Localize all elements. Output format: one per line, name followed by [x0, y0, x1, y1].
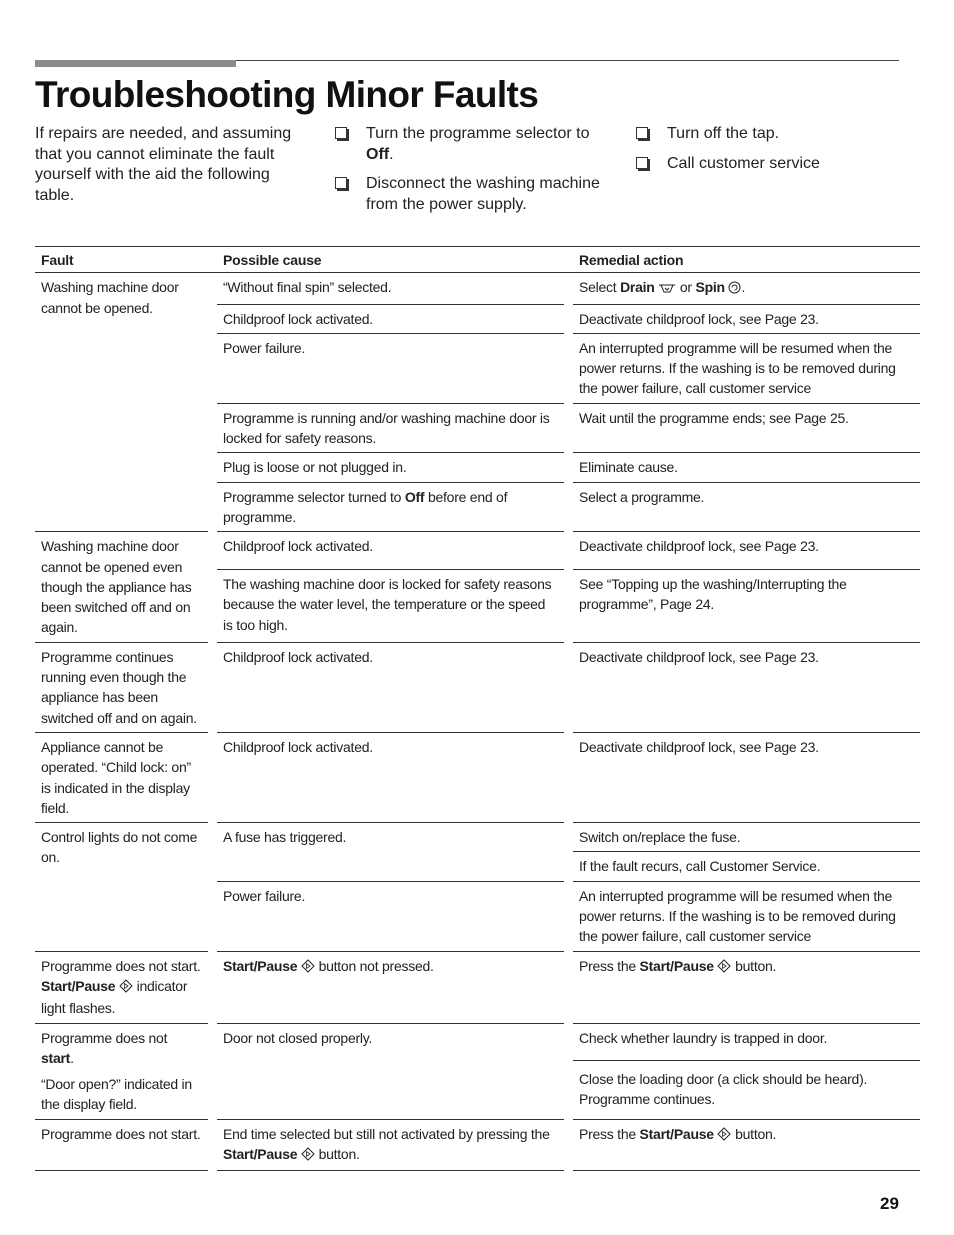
action-text: Press the — [579, 957, 640, 974]
fault-text-end: . — [70, 1049, 74, 1066]
action-cell: Wait until the programme ends; see Page 25. — [573, 403, 920, 453]
action-cell: Deactivate childproof lock, see Page 23. — [573, 642, 920, 732]
action-cell: Deactivate childproof lock, see Page 23. — [573, 304, 920, 333]
action-cell: Select a programme. — [573, 482, 920, 532]
page-title: Troubleshooting Minor Faults — [35, 74, 539, 115]
table-row — [35, 642, 920, 732]
cause-bold: Off — [404, 488, 425, 505]
action-text: Select — [579, 279, 621, 296]
checklist-text: Turn off the tap. — [667, 125, 780, 142]
header-fault: Fault — [35, 247, 208, 273]
checklist-item-selector-off — [335, 124, 620, 165]
cause-cell: Door not closed properly. — [217, 1023, 564, 1119]
drain-icon — [658, 279, 676, 299]
fault-cell: Programme continues running even though the appliance has been switched off and on again. — [35, 642, 208, 732]
action-bold: Start/Pause — [639, 957, 714, 974]
table-row — [35, 1119, 920, 1171]
checkbox-icon — [636, 157, 648, 169]
fault-bold: start — [41, 1049, 71, 1066]
fault-cell — [35, 951, 208, 1023]
cause-text-end: button not pressed. — [314, 957, 434, 974]
action-cell: An interrupted programme will be resumed when the power returns. If the washing is to be removed during the power failure, call customer service — [573, 333, 920, 403]
action-cell — [573, 1119, 920, 1171]
action-cell: If the fault recurs, call Customer Service. — [573, 852, 920, 881]
checklist-col2 — [335, 124, 620, 224]
fault-bold: Start/Pause — [41, 977, 116, 994]
action-text-end: . — [741, 279, 746, 296]
intro-paragraph: If repairs are needed, and assuming that you cannot eliminate the fault yourself with the aid the following table. — [35, 125, 292, 204]
header-cause: Possible cause — [217, 247, 564, 273]
cause-cell: Plug is loose or not plugged in. — [217, 453, 564, 482]
action-bold: Start/Pause — [639, 1125, 714, 1142]
cause-cell: A fuse has triggered. — [217, 823, 564, 882]
action-cell: An interrupted programme will be resumed when the power returns. If the washing is to be removed during the power failure, call customer service — [573, 881, 920, 951]
action-cell: Deactivate childproof lock, see Page 23. — [573, 532, 920, 570]
cause-cell: The washing machine door is locked for safety reasons because the water level, the temperature or the speed is too high. — [217, 570, 564, 643]
cause-cell: Childproof lock activated. — [217, 532, 564, 570]
action-text-end: button. — [731, 1125, 777, 1142]
cause-cell: Power failure. — [217, 881, 564, 951]
checklist-col3 — [636, 124, 906, 183]
fault-cell — [35, 1023, 208, 1119]
action-cell: Close the loading door (a click should be heard). Programme continues. — [573, 1060, 920, 1119]
checklist-item-disconnect — [335, 174, 620, 215]
cause-cell: Childproof lock activated. — [217, 304, 564, 333]
fault-cell: Appliance cannot be operated. “Child lock: on” is indicated in the display field. — [35, 732, 208, 822]
action-cell: Switch on/replace the fuse. — [573, 823, 920, 852]
table-row — [35, 732, 920, 822]
checklist-item-tap — [636, 124, 906, 145]
drain-label: Drain — [620, 279, 655, 296]
cause-text: End time selected but still not activated by pressing the — [223, 1125, 550, 1142]
action-cell: Eliminate cause. — [573, 453, 920, 482]
cause-cell: Childproof lock activated. — [217, 732, 564, 822]
intro-text — [35, 124, 305, 206]
fault-text: Programme does not — [41, 1029, 168, 1046]
cause-bold: Start/Pause — [223, 1145, 298, 1162]
start-pause-icon — [717, 1126, 731, 1146]
checklist-text: Turn the programme selector to — [366, 125, 590, 142]
checkbox-icon — [636, 127, 648, 139]
fault-table — [35, 246, 920, 1171]
cause-cell — [217, 951, 564, 1023]
action-cell: Check whether laundry is trapped in door. — [573, 1023, 920, 1060]
table-row — [35, 273, 920, 304]
checklist-text: Disconnect the washing machine from the power supply. — [366, 175, 600, 213]
table-row — [35, 1023, 920, 1060]
start-pause-icon — [119, 978, 133, 998]
checkbox-icon — [335, 127, 347, 139]
action-text: Press the — [579, 1125, 640, 1142]
action-cell — [573, 951, 920, 1023]
fault-cell: Programme does not start. — [35, 1119, 208, 1171]
cause-cell: Programme is running and/or washing machine door is locked for safety reasons. — [217, 403, 564, 453]
action-cell: See “Topping up the washing/Interrupting the programme”, Page 24. — [573, 570, 920, 643]
cause-cell: Childproof lock activated. — [217, 642, 564, 732]
header-action: Remedial action — [573, 247, 920, 273]
cause-cell — [217, 482, 564, 532]
action-text-or: or — [676, 279, 696, 296]
cause-text-end: before end of programme. — [223, 488, 508, 525]
fault-line-2: “Door open?” indicated in the display field. — [41, 1076, 192, 1113]
start-pause-icon — [301, 1146, 315, 1166]
cause-cell: “Without final spin” selected. — [217, 273, 564, 304]
table-row — [35, 823, 920, 852]
checklist-text-end: . — [389, 145, 394, 163]
spin-icon — [728, 279, 741, 299]
cause-text-end: button. — [314, 1145, 360, 1162]
action-cell: Deactivate childproof lock, see Page 23. — [573, 732, 920, 822]
fault-text-end: indicator light flashes. — [41, 977, 188, 1017]
checklist-item-service — [636, 154, 906, 175]
checkbox-icon — [335, 177, 347, 189]
cause-cell: Power failure. — [217, 333, 564, 403]
fault-cell: Control lights do not come on. — [35, 823, 208, 951]
table-header-row — [35, 247, 920, 273]
fault-text: Programme does not start. — [41, 957, 201, 974]
action-text-end: button. — [731, 957, 777, 974]
start-pause-icon — [717, 958, 731, 978]
cause-cell — [217, 1119, 564, 1171]
fault-line — [41, 1028, 202, 1069]
checklist-bold: Off — [366, 145, 390, 163]
start-pause-icon — [301, 958, 315, 978]
fault-cell: Washing machine door cannot be opened even though the appliance has been switched off and on again. — [35, 532, 208, 642]
fault-cell: Washing machine door cannot be opened. — [35, 273, 208, 532]
checklist-text: Call customer service — [667, 154, 820, 172]
action-cell — [573, 273, 920, 304]
table-row — [35, 951, 920, 1023]
spin-label: Spin — [695, 279, 725, 296]
table-row — [35, 532, 920, 570]
cause-bold: Start/Pause — [223, 957, 298, 974]
header-accent-bar — [35, 60, 236, 67]
cause-text: Programme selector turned to — [223, 488, 405, 505]
page-number: 29 — [880, 1194, 899, 1213]
